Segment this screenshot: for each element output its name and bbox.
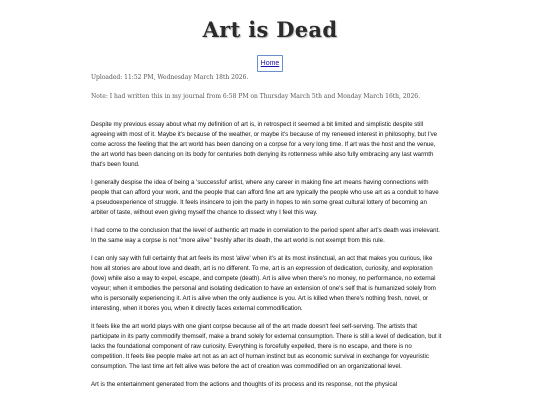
essay-paragraph: Art is the entertainment generated from the actions and thoughts of its process and its response, not the physical [91, 381, 398, 388]
journal-note: Note: I had written this in my journal from 6:58 PM on Thursday March 5th and Monday March 16th, 2026. [91, 93, 421, 100]
page [0, 0, 540, 72]
home-link[interactable]: Home [257, 55, 284, 72]
essay-paragraph: I generally despise the idea of being a 'successful' artist, where any career in making fine art means having connections with people that can afford your work, and the people that can afford fine art are typically the people who use art as a conduit to have a pseudoexperience of struggle. It feels insincere to join the party in hopes to win some great cultural lottery of becoming an arbiter of taste, without even giving myself the chance to dissect why I feel this way. [91, 179, 439, 216]
home-nav [0, 52, 540, 72]
essay-paragraph: I had come to the conclusion that the level of authentic art made in correlation to the period spent after art's death was irrelevant. In the same way a corpse is not "more alive" freshly after its death, the art world is not exempt from this rule. [91, 227, 441, 244]
upload-timestamp: Uploaded: 11:52 PM, Wednesday March 18th 2026. [91, 74, 249, 81]
essay-paragraph: Despite my previous essay about what my definition of art is, in retrospect it seemed a bit limited and simplistic despite still agreeing with most of it. Maybe it's because of the weather, or maybe it's because of my renewed interest in philosophy, but I've come across the feeling that the art world has been dancing on a corpse for a very long time. If art was the host and the venue, the art world has been dancing on its body for centuries both denying its rottenness while also fully embracing any last warmth that's been found. [91, 121, 438, 168]
essay-paragraph: It feels like the art world plays with one giant corpse because all of the art made doesn't feel self-serving. The artists that participate in its party commodify themself, make a brand solely for external consumption. There is still a level of dedication, but it lacks the foundational component of raw curiosity. Everything is forcefully expelled, there is no escape, and there is no competition. It feels like people make art not as an act of human instinct but as economic survival in exchange for voyeuristic consumption. The last time art felt alive was before the act of creation was commodified on an organizational level. [91, 323, 442, 370]
essay-body [91, 120, 443, 398]
page-title: Art is Dead [202, 17, 338, 42]
essay-paragraph: I can only say with full certainty that art feels its most 'alive' when it's at its most instinctual, an act that makes you curious, like how all stories are about love and death, art is no different. To me, art is an expression of dedication, curiosity, and exploration (love) while also a way to expel, escape, and compete (death). Art is alive when there's no money, no performance, no external voyeur; when it embodies the personal and isolating dedication to have an extension of one's self that is humanized solely from who is personally experiencing it. Art is alive when the only audience is you. Art is killed when there's nothing fresh, novel, or interesting, when it bores you, when it directly faces external commodification. [91, 255, 436, 312]
